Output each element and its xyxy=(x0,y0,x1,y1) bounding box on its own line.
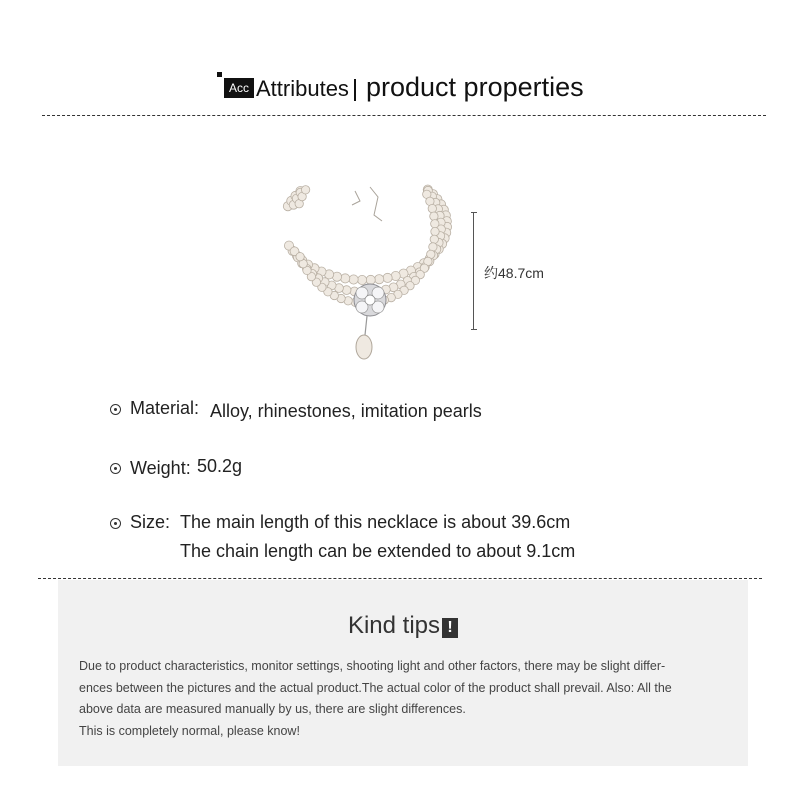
product-image xyxy=(260,175,470,375)
material-value: Alloy, rhinestones, imitation pearls xyxy=(210,401,482,421)
pearl-bead xyxy=(349,275,358,284)
tips-body xyxy=(79,656,733,742)
size-value-main: The main length of this necklace is about 39.6cm xyxy=(180,512,571,532)
tips-line: ences between the pictures and the actual product.The actual color of the product shall prevail. Also: All the xyxy=(79,680,672,695)
tips-line: above data are measured manually by us, there are slight differences. xyxy=(79,702,466,716)
pearl-bead xyxy=(375,275,384,284)
header-title-left: Attributes xyxy=(256,76,349,101)
header-separator xyxy=(354,79,356,101)
tips-heading xyxy=(58,612,748,640)
pearl-bead xyxy=(430,235,438,243)
pearl-bead xyxy=(391,271,400,280)
pearl-bead xyxy=(431,220,439,228)
pearl-bead xyxy=(358,275,367,284)
tips-title: Kind tips xyxy=(347,612,441,639)
dimension-marker xyxy=(471,212,477,330)
weight-label: Weight: xyxy=(130,458,191,478)
size-value-chain: The chain length can be extended to about 9.1cm xyxy=(180,541,576,561)
pearl-bead xyxy=(383,273,392,282)
pearl-drop xyxy=(356,335,372,359)
bullet-icon xyxy=(110,518,121,529)
dimension-label: 约48.7cm xyxy=(484,265,544,281)
bullet-icon xyxy=(110,404,121,415)
pearl-bead xyxy=(296,253,304,261)
acc-badge: Acc xyxy=(224,78,254,98)
divider-middle xyxy=(38,578,762,579)
header-dot xyxy=(217,72,222,77)
pearl-bead xyxy=(366,275,375,284)
material-label: Material: xyxy=(130,398,200,418)
exclamation-icon: ! xyxy=(442,618,458,638)
necklace-illustration xyxy=(260,175,470,375)
size-label: Size: xyxy=(130,512,171,532)
header-title-right: product properties xyxy=(366,72,584,102)
pearl-bead xyxy=(431,227,439,235)
divider-top xyxy=(42,115,766,116)
weight-value: 50.2g xyxy=(197,456,243,476)
pearl-bead xyxy=(430,212,438,220)
tips-line: Due to product characteristics, monitor settings, shooting light and other factors, there may be slight differ- xyxy=(79,659,666,673)
pearl-bead xyxy=(428,204,436,212)
rhinestone-flower xyxy=(354,284,386,316)
kind-tips-panel xyxy=(58,580,748,766)
pearl-bead xyxy=(301,186,309,194)
pearl-bead xyxy=(341,274,350,283)
bullet-icon xyxy=(110,463,121,474)
section-header xyxy=(0,68,800,108)
tips-line: This is completely normal, please know! xyxy=(79,723,300,738)
